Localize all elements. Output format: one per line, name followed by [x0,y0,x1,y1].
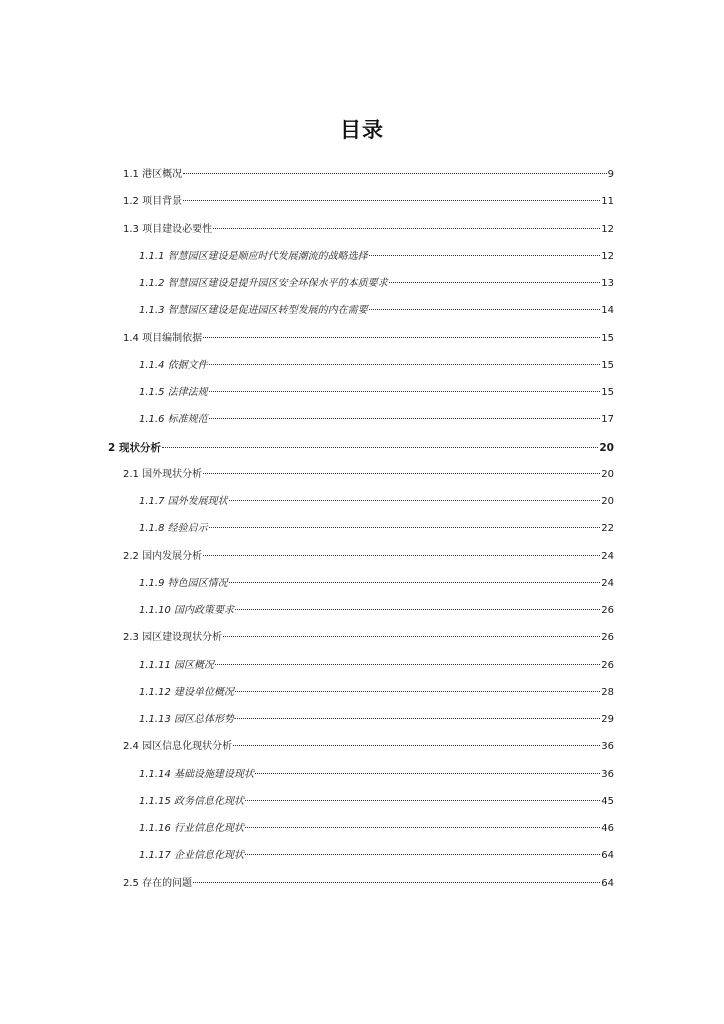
toc-page-number: 14 [601,305,614,317]
toc-entry[interactable] [139,358,614,374]
toc-page-number: 20 [599,441,614,454]
toc-entry[interactable] [139,712,614,728]
toc-page-number: 24 [601,550,614,562]
toc-entry[interactable] [123,549,614,565]
toc-entry-label: 1.1.5 法律法规 [139,387,208,398]
toc-entry-label: 2 现状分析 [108,441,161,454]
dot-leader [223,636,600,637]
toc-entry-label: 2.2 国内发展分析 [123,550,203,562]
toc-entry-label: 1.1.15 政务信息化现状 [139,795,244,807]
toc-entry[interactable] [139,821,614,837]
toc-entry[interactable] [123,876,614,892]
dot-leader [209,391,601,392]
toc-entry[interactable] [139,658,614,674]
toc-page-number: 12 [601,250,614,262]
toc-entry-label: 2.5 存在的问题 [123,877,193,889]
toc-entry[interactable] [139,576,614,592]
dot-leader [235,609,600,610]
toc-entry-label: 1.1.7 国外发展现状 [139,496,228,507]
toc-page-number: 46 [601,823,614,834]
toc-page-number: 11 [601,196,614,208]
toc-entry-label: 1.1.12 建设单位概况 [139,686,234,698]
toc-entry-label: 1.1.10 国内政策要求 [139,605,234,616]
toc-page-number: 22 [601,523,614,535]
dot-leader [162,447,598,448]
toc-page-number: 26 [601,632,614,644]
toc-page-number: 20 [601,496,614,507]
dot-leader [209,418,601,419]
toc-entry-label: 2.1 国外现状分析 [123,468,203,480]
toc-entry[interactable] [139,848,614,864]
toc-entry-label: 2.4 园区信息化现状分析 [123,741,233,753]
toc-entry-label: 1.1.2 智慧园区建设是提升园区安全环保水平的本质要求 [139,278,388,289]
dot-leader [215,664,600,665]
toc-entry[interactable] [139,276,614,292]
toc-entry-label: 1.1.8 经验启示 [139,523,208,535]
toc-entry[interactable] [139,303,614,319]
toc-entry[interactable] [108,440,614,456]
dot-leader [213,228,600,229]
toc-page-number: 9 [607,169,614,180]
page-title: 目录 [340,118,384,142]
toc-entry-label: 1.2 项目背景 [123,196,183,208]
toc-entry-label: 1.1.13 园区总体形势 [139,714,234,725]
toc-entry[interactable] [123,167,614,183]
toc-entry[interactable] [139,385,614,401]
toc-page-number: 28 [601,686,614,698]
dot-leader [369,255,601,256]
dot-leader [203,555,600,556]
toc-entry[interactable] [139,521,614,537]
toc-page-number: 29 [601,714,614,725]
dot-leader [203,337,600,338]
toc-entry[interactable] [123,739,614,755]
dot-leader [369,309,601,310]
toc-page-number: 13 [601,278,614,289]
toc-entry-label: 1.1.9 特色园区情况 [139,577,228,589]
dot-leader [245,827,600,828]
dot-leader [193,882,600,883]
toc-page-number: 26 [601,605,614,616]
dot-leader [255,773,600,774]
dot-leader [209,527,601,528]
toc-page-number: 36 [601,768,614,780]
dot-leader [233,745,600,746]
dot-leader [245,800,600,801]
toc-entry[interactable] [139,603,614,619]
toc-page-number: 17 [601,414,614,426]
toc-entry-label: 2.3 园区建设现状分析 [123,632,223,644]
toc-page-number: 12 [601,223,614,235]
dot-leader [245,854,600,855]
dot-leader [183,173,607,174]
dot-leader [389,282,601,283]
dot-leader [229,500,601,501]
toc-entry-label: 1.1.6 标准规范 [139,414,208,426]
dot-leader [235,691,600,692]
toc-page-number: 45 [601,795,614,807]
toc-entry[interactable] [123,467,614,483]
toc-entry-label: 1.1.4 依据文件 [139,359,208,371]
toc-entry-label: 1.1.14 基础设施建设现状 [139,768,254,780]
toc-entry[interactable] [139,494,614,510]
toc-entry[interactable] [139,412,614,428]
toc-entry-label: 1.1.1 智慧园区建设是顺应时代发展潮流的战略选择 [139,250,368,262]
toc-page-number: 15 [601,359,614,371]
toc-entry-label: 1.3 项目建设必要性 [123,223,213,235]
dot-leader [203,473,600,474]
toc-entry[interactable] [139,794,614,810]
toc-page-number: 36 [601,741,614,753]
toc-page-number: 26 [601,659,614,671]
toc-entry[interactable] [123,222,614,238]
toc-entry[interactable] [123,630,614,646]
toc-entry[interactable] [139,767,614,783]
dot-leader [235,718,600,719]
toc-entry-label: 1.1 港区概况 [123,169,183,180]
toc-entry[interactable] [123,194,614,210]
toc-page-number: 15 [601,387,614,398]
dot-leader [209,364,601,365]
toc-page-number: 15 [601,332,614,344]
toc-entry-label: 1.1.16 行业信息化现状 [139,823,244,834]
toc-page-number: 64 [601,877,614,889]
toc-page-number: 24 [601,577,614,589]
toc-page-number: 64 [601,850,614,862]
toc-entry-label: 1.1.3 智慧园区建设是促进园区转型发展的内在需要 [139,305,368,317]
toc-page-number: 20 [601,468,614,480]
toc-entry-label: 1.4 项目编制依据 [123,332,203,344]
dot-leader [183,200,600,201]
toc-entry[interactable] [123,331,614,347]
toc-entry[interactable] [139,685,614,701]
toc-entry-label: 1.1.17 企业信息化现状 [139,850,244,862]
dot-leader [229,582,601,583]
toc-entry-label: 1.1.11 园区概况 [139,659,214,671]
toc-entry[interactable] [139,249,614,265]
